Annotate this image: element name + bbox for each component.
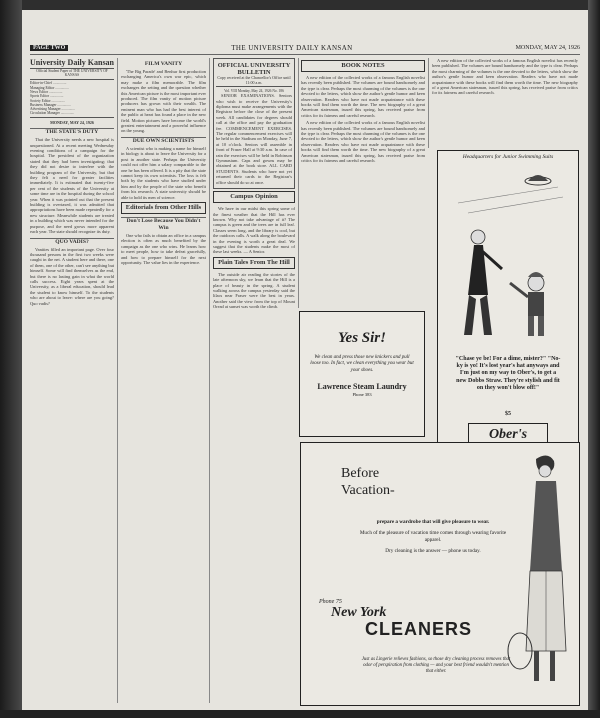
bulletin-note: Copy received at the Chancellor's Office until 11:00 a.m. xyxy=(217,75,291,86)
bulletin-volume: Vol. VIII Monday, May 24, 1926 No. 186 xyxy=(224,89,284,93)
cleaners-body-1: prepare a wardrobe that will give pleasure to wear. xyxy=(376,519,490,525)
newspaper-title: THE UNIVERSITY DAILY KANSAN xyxy=(231,44,353,52)
cleaners-headline-line-1: Before xyxy=(341,466,380,481)
woman-illustration xyxy=(506,451,576,701)
column-1 xyxy=(30,58,114,703)
article-states-duty: That the University needs a new hospital is unquestioned. At a recent meeting Wednesday evening conditions of a campaign for the hospital. The president of the organization stated that they had been investigating; that they did not desire to interfere with the building program of the University, but that they felt a need for greater facilities immediately. It is estimated that twenty-five per cent of the students of the University at some time are in the hospital during the school year. When it was pointed out that the present building is overtaxed, it was admitted that appropriations have been made repeatedly for a new structure. Meanwhile students are treated in a building which was never intended for the purpose, and the need grows more apparent each year. The state should recognize its duty. xyxy=(30,137,114,235)
column-3 xyxy=(213,58,295,703)
cleaners-headline xyxy=(341,465,395,499)
heading-book-notes: BOOK NOTES xyxy=(301,60,425,72)
column-2 xyxy=(121,58,206,703)
cleaners-headline-line-2: Vacation- xyxy=(341,483,395,498)
ober-price: $5 xyxy=(505,411,511,417)
column-rule xyxy=(298,58,299,308)
running-head xyxy=(30,42,580,55)
heading-states-duty: THE STATE'S DUTY xyxy=(30,128,114,136)
bulletin-box xyxy=(213,58,295,189)
article-book-notes-cont: A new edition of the collected works of a famous English novelist has recently been published. The volumes are bound handsomely and the type is clear. Perhaps the most charming of the volumes is the one devoted to the letters, which show the author's gentle humor and keen observation. Readers who have not made acquaintance with these books will find them worth the time. The new biography of a great American statesman, issued this spring, has received praise from critics for its fairness and careful research. xyxy=(301,120,425,164)
article-book-notes: A new edition of the collected works of a famous English novelist has recently been published. The volumes are bound handsomely and the type is clear. Perhaps the most charming of the volumes is the one devoted to the letters, which show the author's gentle humor and keen observation. Readers who have not made acquaintance with these books will find them worth the time. The new biography of a great American statesman, issued this spring, has received praise from critics for its fairness and careful research. xyxy=(301,75,425,118)
cleaners-body-3: Dry cleaning is the answer — phone us today. xyxy=(385,548,481,555)
staff-box: Editor-in-Chief ............... Managing Editor ............... News Editor ............... Sports Editor ............... Society Editor ............... Business Manager ............... Advertising Manager ............... Circulation Manager ............... xyxy=(30,79,114,117)
heading-editorials-other-hills: Editorials from Other Hills xyxy=(121,202,206,214)
column-rule xyxy=(428,58,429,148)
heading-dont-lose: Don't Lose Because You Didn't Win xyxy=(121,217,206,232)
heading-campus-opinion: Campus Opinion xyxy=(213,191,295,203)
scan-shadow-right xyxy=(588,0,600,718)
newspaper-page xyxy=(22,10,588,710)
article-dont-lose: One who fails to obtain an office in a campus election is often as much benefited by the campaign as the one who wins. He learns how to meet people, how to take defeat gracefully, and how to prepare himself for the next opportunity. The value lies in the experience. xyxy=(121,232,206,265)
heading-due-own-scientists: DUE OWN SCIENTISTS xyxy=(121,137,206,145)
laundry-text: We clean and press those new knickers and pull loose too. In fact, we clean everything you wear but your shoes. xyxy=(310,355,414,373)
article-quo-vadis: Vanities filled an important page. Over four thousand persons in the first two weeks were caught in the net. A student here and there, one of them, one of the other, can't see anything but himself. Some will find themselves as the end, but there is no lasting gain in what the world calls success. Eight years spent at the University, as a liberal education, should lead the student to know himself. To the students who are about to leave: where are you going? Quo vadis? xyxy=(30,246,114,306)
cleaners-body xyxy=(353,519,513,560)
heading-quo-vadis: QUO VADIS? xyxy=(30,238,114,246)
ober-headline: Headquarters for Junior Swimming Suits xyxy=(462,154,554,160)
ober-logo: Ober's xyxy=(468,423,548,449)
cleaners-brand-name: CLEANERS xyxy=(365,619,473,639)
article-scientists: A scientist who is making a name for himself in biology is about to leave the University for a post in another state. Perhaps the University could not offer him a salary comparable to the one he has been offered. It is a pity that the state cannot keep its own scientists. The loss is felt both by the students who have studied under him and by the people of the state who benefit from his research. A state university should be able to hold its men of science. xyxy=(121,145,206,200)
ober-copy: "Chase ye be! For a dime, mister?" "No-ky is yo! It's lost year's hat anyways and I'm just on my way to Ober's, to get a new Dobbs Straw. They're stylish and fit on they won't blow off!" xyxy=(455,356,561,391)
column-rule xyxy=(209,58,210,703)
scan-shadow-bottom xyxy=(0,710,600,718)
masthead-subtitle: Official Student Paper of THE UNIVERSITY OF KANSAS xyxy=(36,69,108,78)
bulletin-text: SENIOR EXAMINATIONS. Seniors who wish to receive the University's diploma must make arrangements with the Registrar before the close of the present week. All candidates for degrees should call at the office and pay the graduation fee. COMMENCEMENT EXERCISES. The regular commencement exercises will be held in the Stadium on Monday, June 7, at 10 o'clock. Seniors will assemble in front of Fraser Hall at 9:30 a.m. In case of rain the exercises will be held in Robinson Gymnasium. Caps and gowns may be obtained at the book store. ALL CARD STUDENTS. Students who have not yet returned their cards to the Registrar's office should do so at once. xyxy=(216,93,292,185)
cleaners-body-2: Much of the pleasure of vacation time comes through wearing favorite apparel. xyxy=(359,530,507,543)
cleaners-phone: Phone 75 xyxy=(319,599,342,605)
editorial-date: MONDAY, MAY 24, 1926 xyxy=(50,119,94,125)
ober-illustration xyxy=(438,165,578,355)
article-campus-opinion: We have in our midst this spring some of the finest weather that the Hill has ever known. Why not take advantage of it? The campus is green and the trees are in full leaf. Classes seem long, and the library is cool, but the outdoors calls. A walk along the boulevard in the evening is worth a great deal. We suggest that the students make the most of these last weeks. — A Senior. xyxy=(213,206,295,255)
column-5 xyxy=(432,58,578,144)
cleaners-advertisement xyxy=(300,442,580,706)
article-column-5: A new edition of the collected works of a famous English novelist has recently been published. The volumes are bound handsomely and the type is clear. Perhaps the most charming of the volumes is the one devoted to the letters, which show the author's gentle humor and keen observation. Readers who have not made acquaintance with these books will find them worth the time. The new biography of a great American statesman, issued this spring, has received praise from critics for its fairness and careful research. xyxy=(432,58,578,96)
masthead: University Daily Kansan xyxy=(30,58,114,67)
column-4 xyxy=(301,58,425,306)
article-plain-tales: The outside air reading the stories of the late afternoon sky, we learn that the Hill is a place of beauty in the spring. A student walking across the campus yesterday said the lilacs near Fraser were the best in years. Another said the view from the top of Mount Oread at sunset was worth the climb. xyxy=(213,271,295,310)
heading-plain-tales: Plain Tales From The Hill xyxy=(213,257,295,269)
laundry-name: Lawrence Steam Laundry xyxy=(317,382,407,392)
laundry-advertisement xyxy=(299,311,425,437)
issue-date: MONDAY, MAY 24, 1926 xyxy=(515,45,580,51)
laundry-phone: Phone 383 xyxy=(352,392,372,398)
cleaners-brand: New York xyxy=(331,605,387,620)
ober-advertisement xyxy=(437,150,579,458)
cleaners-footer: Just as Lingerie relieves fashions, so those dry cleaning process removes that odor of perspiration from clothing — and your best friend wouldn't mention that either. xyxy=(361,657,511,674)
column-rule xyxy=(117,58,118,703)
laundry-headline: Yes Sir! xyxy=(338,330,386,346)
article-film-vanity: 'The Big Parade' and Benhur first production exchanging America's own war epic, which may make a film memorable. The film exchanges the setting and the question whether this American picture is the most important ever produced. The film vanity of motion picture producers has grown with their wealth. The eminent man who has had the best interest of the public at heart has found a place in the new field. Motion pictures have become the world's greatest entertainment and a powerful influence on the young. xyxy=(121,69,206,134)
heading-film-vanity: FILM VANITY xyxy=(144,61,183,67)
bulletin-title: OFFICIAL UNIVERSITY BULLETIN xyxy=(217,62,291,77)
scan-shadow-left xyxy=(0,0,22,718)
page-number: PAGE TWO xyxy=(30,45,68,51)
